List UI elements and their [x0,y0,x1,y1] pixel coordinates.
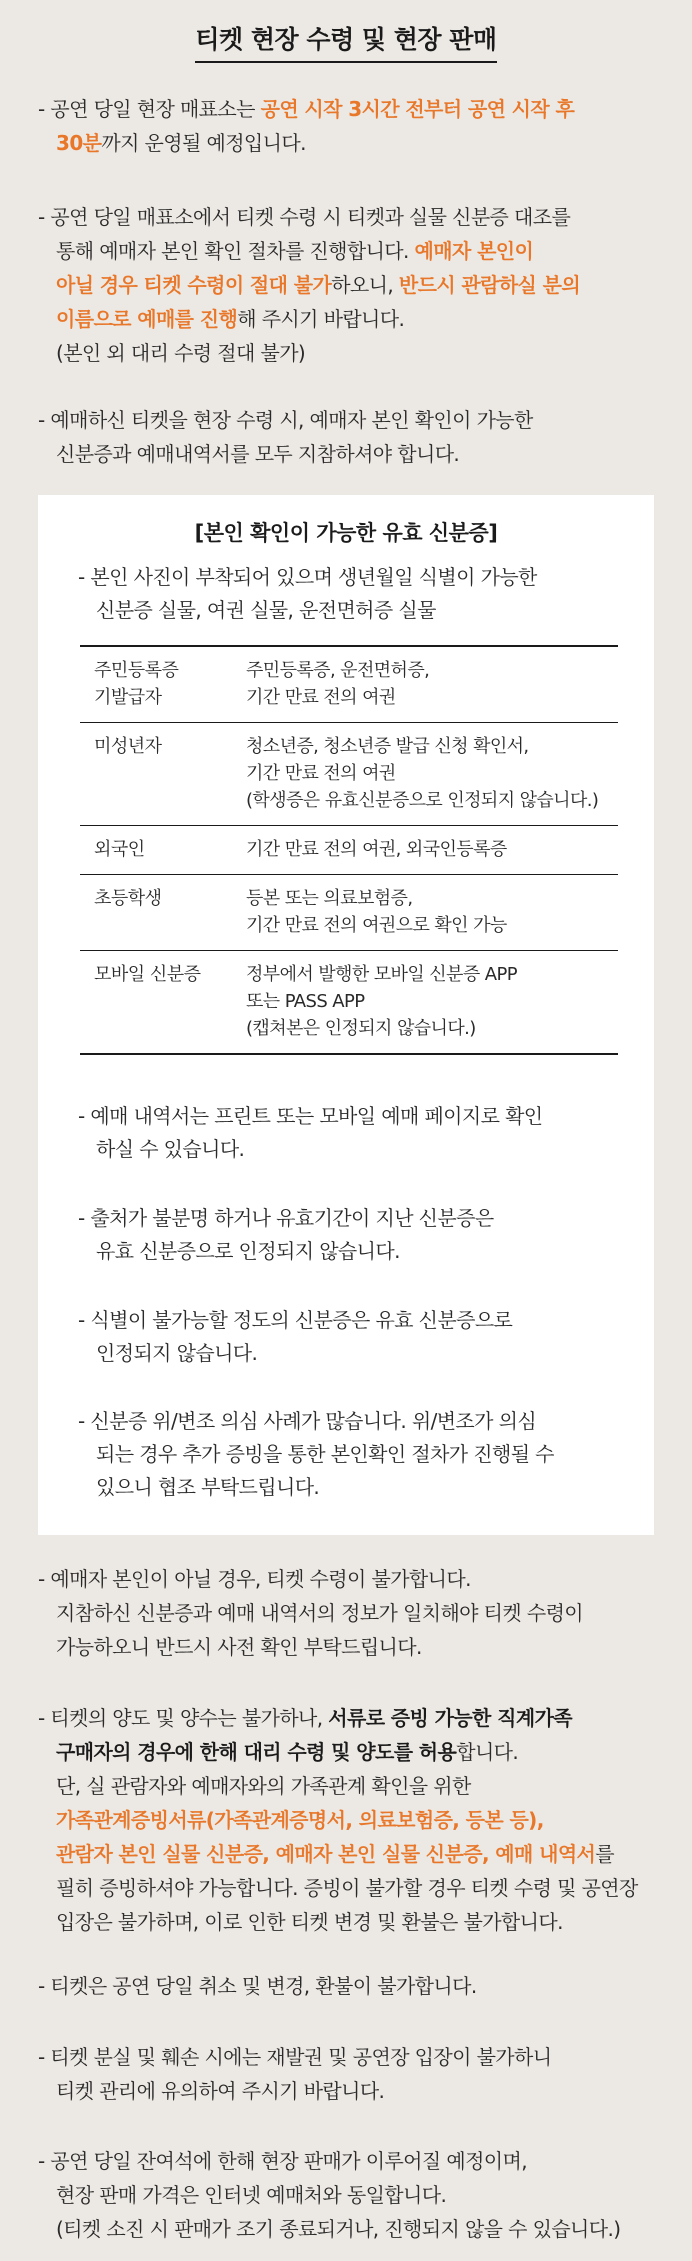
table-row [80,951,618,1055]
table-row [80,875,618,951]
text: 되는 경우 추가 증빙을 통한 본인확인 절차가 진행될 수 [96,1442,554,1466]
text: 입장은 불가하며, 이로 인한 티켓 변경 및 환불은 불가합니다. [56,1910,563,1934]
table-cell: 정부에서 발행한 모바일 신분증 APP [246,964,517,985]
text: - 티켓의 양도 및 양수는 불가하나, [38,1706,329,1730]
notice-id-check [38,200,658,370]
notice-transfer [38,1701,658,1939]
table-category: 외국인 [94,839,145,860]
notice-lost-ticket [38,2040,658,2108]
notice-box-office-hours [38,92,658,160]
notice-not-purchaser [38,1562,658,1664]
table-cell: (학생증은 유효신분증으로 인정되지 않습니다.) [246,790,599,811]
text: - 티켓 분실 및 훼손 시에는 재발권 및 공연장 입장이 불가하니 [38,2045,552,2069]
text: 합니다. [456,1740,519,1764]
text: 신분증 실물, 여권 실물, 운전면허증 실물 [96,598,436,622]
text: - 식별이 불가능할 정도의 신분증은 유효 신분증으로 [78,1308,513,1332]
highlight: 공연 시작 3시간 전부터 공연 시작 후 [260,97,575,121]
notice-onsite-sales [38,2144,658,2246]
text: - 예매 내역서는 프린트 또는 모바일 예매 페이지로 확인 [78,1104,543,1128]
text: 해 주시기 바랍니다. [237,307,405,331]
text: 신분증과 예매내역서를 모두 지참하셔야 합니다. [56,442,460,466]
table-cell: 기간 만료 전의 여권, 외국인등록증 [246,839,507,860]
highlight: 반드시 관람하실 분의 [398,273,581,297]
box-note-unidentifiable [78,1304,638,1370]
table-cell: 기간 만료 전의 여권 [246,763,396,784]
text: 하실 수 있습니다. [96,1137,245,1161]
text: - 티켓은 공연 당일 취소 및 변경, 환불이 불가합니다. [38,1974,477,1998]
box-note-forgery [78,1405,638,1504]
notice-no-refund [38,1969,658,2003]
text: - 예매자 본인이 아닐 경우, 티켓 수령이 불가합니다. [38,1567,471,1591]
valid-id-table [80,645,618,1055]
text: 단, 실 관람자와 예매자와의 가족관계 확인을 위한 [56,1774,471,1798]
table-row [80,723,618,826]
table-cell: 또는 PASS APP [246,991,365,1012]
text: 유효 신분증으로 인정되지 않습니다. [96,1239,400,1263]
notice-documents-required [38,403,658,471]
table-category: 초등학생 [94,888,162,909]
valid-id-box [38,495,654,1535]
bold-text: 서류로 증빙 가능한 직계가족 [328,1706,573,1730]
table-cell: 주민등록증, 운전면허증, [246,660,430,681]
text: 하오니, [331,273,399,297]
text: 통해 예매자 본인 확인 절차를 진행합니다. [56,239,415,263]
text: 있으니 협조 부탁드립니다. [96,1475,320,1499]
table-cell: 기간 만료 전의 여권으로 확인 가능 [246,915,507,936]
text: - 공연 당일 현장 매표소는 [38,97,261,121]
text: 지참하신 신분증과 예매 내역서의 정보가 일치해야 티켓 수령이 [56,1601,584,1625]
table-row [80,826,618,875]
highlight: 예매자 본인이 [414,239,534,263]
text: - 출처가 불분명 하거나 유효기간이 지난 신분증은 [78,1206,494,1230]
table-cell: 등본 또는 의료보험증, [246,888,413,909]
title-wrap [0,0,692,63]
box-title: [본인 확인이 가능한 유효 신분증] [194,521,498,545]
text: 인정되지 않습니다. [96,1341,258,1365]
bold-text: 구매자의 경우에 한해 대리 수령 및 양도를 허용 [56,1740,457,1764]
text: (티켓 소진 시 판매가 조기 종료되거나, 진행되지 않을 수 있습니다.) [56,2217,621,2241]
text: 까지 운영될 예정입니다. [101,131,306,155]
highlight: 관람자 본인 실물 신분증, 예매자 본인 실물 신분증, 예매 내역서 [56,1842,596,1866]
box-note-expired [78,1202,638,1268]
table-category: 기발급자 [94,687,162,708]
highlight: 30분 [56,131,102,155]
text: - 공연 당일 매표소에서 티켓 수령 시 티켓과 실물 신분증 대조를 [38,205,571,229]
table-category: 주민등록증 [94,660,179,681]
table-cell: 기간 만료 전의 여권 [246,687,396,708]
table-row [80,647,618,723]
table-cell: (캡쳐본은 인정되지 않습니다.) [246,1018,476,1039]
text: (본인 외 대리 수령 절대 불가) [56,341,306,365]
highlight: 아닐 경우 티켓 수령이 절대 불가 [56,273,332,297]
text: 현장 판매 가격은 인터넷 예매처와 동일합니다. [56,2183,447,2207]
text: - 본인 사진이 부착되어 있으며 생년월일 식별이 가능한 [78,565,537,589]
box-intro [78,561,638,627]
text: 티켓 관리에 유의하여 주시기 바랍니다. [56,2079,385,2103]
text: 를 [595,1842,614,1866]
text: - 예매하신 티켓을 현장 수령 시, 예매자 본인 확인이 가능한 [38,408,533,432]
table-category: 모바일 신분증 [94,964,201,985]
text: 가능하오니 반드시 사전 확인 부탁드립니다. [56,1635,422,1659]
text: 필히 증빙하셔야 가능합니다. 증빙이 불가할 경우 티켓 수령 및 공연장 [56,1876,638,1900]
page-title: 티켓 현장 수령 및 현장 판매 [195,20,496,63]
text: - 신분증 위/변조 의심 사례가 많습니다. 위/변조가 의심 [78,1409,537,1433]
text: - 공연 당일 잔여석에 한해 현장 판매가 이루어질 예정이며, [38,2149,527,2173]
highlight: 가족관계증빙서류(가족관계증명서, 의료보험증, 등본 등), [56,1808,544,1832]
highlight: 이름으로 예매를 진행 [56,307,238,331]
box-note-reservation [78,1100,638,1166]
table-category: 미성년자 [94,736,162,757]
table-cell: 청소년증, 청소년증 발급 신청 확인서, [246,736,529,757]
